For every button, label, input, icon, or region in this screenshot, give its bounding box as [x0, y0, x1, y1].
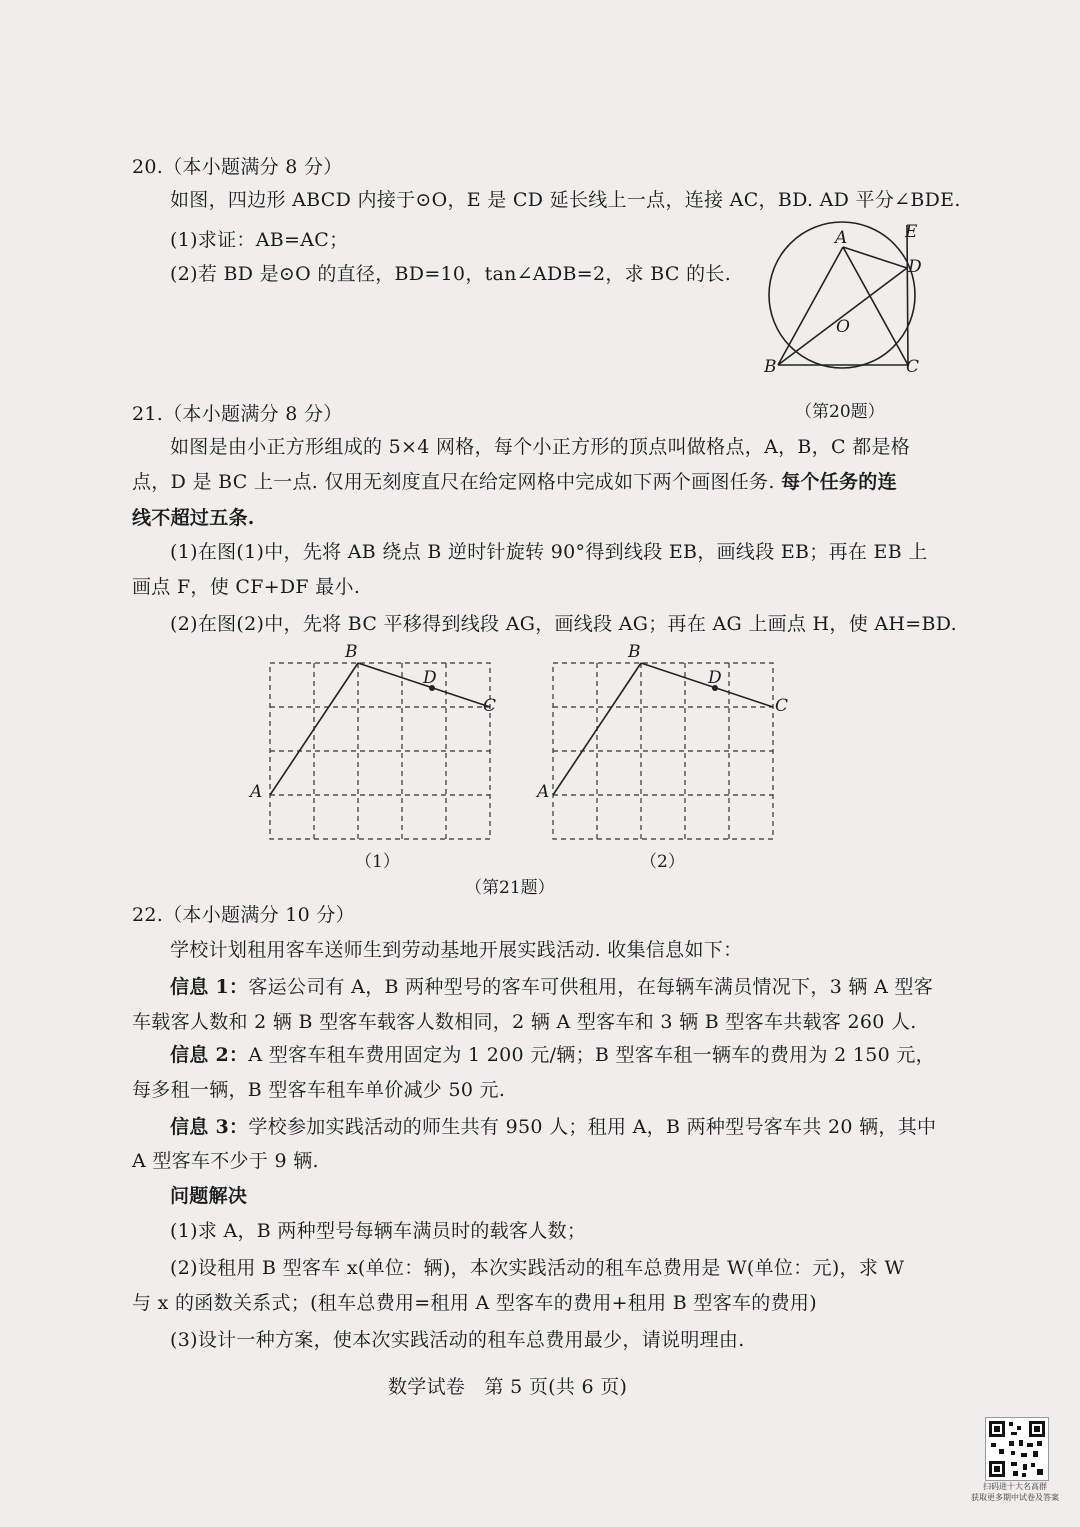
q22-info2-line2: 每多租一辆，B 型客车租车单价减少 50 元.: [132, 1079, 506, 1101]
q22-info3-line2: A 型客车不少于 9 辆.: [132, 1150, 319, 1172]
q20-point-o: O: [836, 317, 850, 337]
q22-info2-line1: A 型客车租车费用固定为 1 200 元/辆；B 型客车租一辆车的费用为 2 150 元，: [248, 1044, 935, 1066]
q22-part3: (3)设计一种方案，使本次实践活动的租车总费用最少，请说明理由.: [170, 1329, 745, 1351]
q22-info1-label: 信息 1：: [170, 976, 249, 998]
page-footer: 数学试卷 第 5 页(共 6 页): [388, 1376, 628, 1398]
q22-info2-label: 信息 2：: [170, 1044, 249, 1066]
q21-line2-bold: 每个任务的连: [781, 471, 897, 493]
q22-title: 22.（本小题满分 10 分）: [132, 904, 355, 926]
q20-point-b: B: [764, 357, 777, 377]
q22-info1: [170, 975, 933, 999]
q22-part1: (1)求 A，B 两种型号每辆车满员时的载客人数；: [170, 1220, 587, 1242]
grid1-label-b: B: [345, 642, 358, 662]
q21-part1-line2: 画点 F，使 CF+DF 最小.: [132, 576, 361, 598]
grid2-label-c: C: [775, 696, 789, 716]
q21-fig2-label: （2）: [640, 852, 685, 872]
segment-ce: [907, 225, 908, 365]
q20-point-c: C: [906, 357, 920, 377]
q21-line3: 线不超过五条.: [132, 507, 255, 529]
grid1-label-d: D: [423, 668, 437, 688]
q21-fig1-label: （1）: [355, 852, 400, 872]
q22-info3: [170, 1115, 936, 1139]
grid1-label-c: C: [483, 696, 497, 716]
q20-figure-caption: （第20题）: [795, 402, 885, 422]
grid2-segment-bc: [641, 663, 773, 707]
q22-info1-line2: 车载客人数和 2 辆 B 型客车载客人数相同，2 辆 A 型客车和 3 辆 B 型客车共载客 260 人.: [132, 1011, 917, 1033]
q22-part2-line2: 与 x 的函数关系式；(租车总费用=租用 A 型客车的费用+租用 B 型客车的费用): [132, 1292, 817, 1314]
q21-line2: [132, 470, 897, 494]
q22-info2: [170, 1043, 935, 1067]
q22-info3-line1: 学校参加实践活动的师生共有 950 人；租用 A，B 两种型号客车共 20 辆，其中: [248, 1116, 937, 1138]
q20-point-d: D: [908, 257, 922, 277]
q21-figure-caption: （第21题）: [465, 878, 555, 898]
q20-part1: (1)求证：AB=AC；: [170, 229, 349, 251]
q21-grid-2: [545, 655, 780, 845]
q20-title: 20.（本小题满分 8 分）: [132, 156, 343, 178]
q21-grid-1: [262, 655, 497, 845]
grid1-label-a: A: [250, 782, 263, 802]
q22-info3-label: 信息 3：: [170, 1116, 249, 1138]
q20-point-e: E: [905, 222, 918, 242]
q20-stem: 如图，四边形 ABCD 内接于⊙O，E 是 CD 延长线上一点，连接 AC，BD. AD 平分∠BDE.: [170, 189, 961, 211]
q22-intro: 学校计划租用客车送师生到劳动基地开展实践活动. 收集信息如下：: [170, 939, 743, 961]
q21-line1: 如图是由小正方形组成的 5×4 网格，每个小正方形的顶点叫做格点，A，B，C 都是格: [170, 436, 911, 458]
qr-caption-line2: 获取更多期中试卷及答案: [971, 1493, 1059, 1502]
q21-part1-line1: (1)在图(1)中，先将 AB 绕点 B 逆时针旋转 90°得到线段 EB，画线段 EB；再在 EB 上: [170, 541, 928, 563]
qr-caption-line1: 扫码进十大名高群: [983, 1482, 1047, 1491]
q21-title: 21.（本小题满分 8 分）: [132, 403, 343, 425]
segment-ab: [778, 247, 843, 365]
q22-problem-heading: 问题解决: [170, 1185, 248, 1207]
q22-info1-line1: 客运公司有 A，B 两种型号的客车可供租用，在每辆车满员情况下，3 辆 A 型客: [248, 976, 934, 998]
qr-code[interactable]: [985, 1417, 1049, 1481]
grid2-label-b: B: [628, 642, 641, 662]
q20-point-a: A: [835, 228, 848, 248]
q20-part2: (2)若 BD 是⊙O 的直径，BD=10，tan∠ADB=2，求 BC 的长.: [170, 263, 732, 285]
q21-line2-text: 点，D 是 BC 上一点. 仅用无刻度直尺在给定网格中完成如下两个画图任务.: [132, 471, 775, 493]
grid2-label-d: D: [708, 668, 722, 688]
q22-part2-line1: (2)设租用 B 型客车 x(单位：辆)，本次实践活动的租车总费用是 W(单位：元)，求 W: [170, 1257, 905, 1279]
grid2-label-a: A: [537, 782, 550, 802]
q21-part2: (2)在图(2)中，先将 BC 平移得到线段 AG，画线段 AG；再在 AG 上画点 H，使 AH=BD.: [170, 613, 957, 635]
